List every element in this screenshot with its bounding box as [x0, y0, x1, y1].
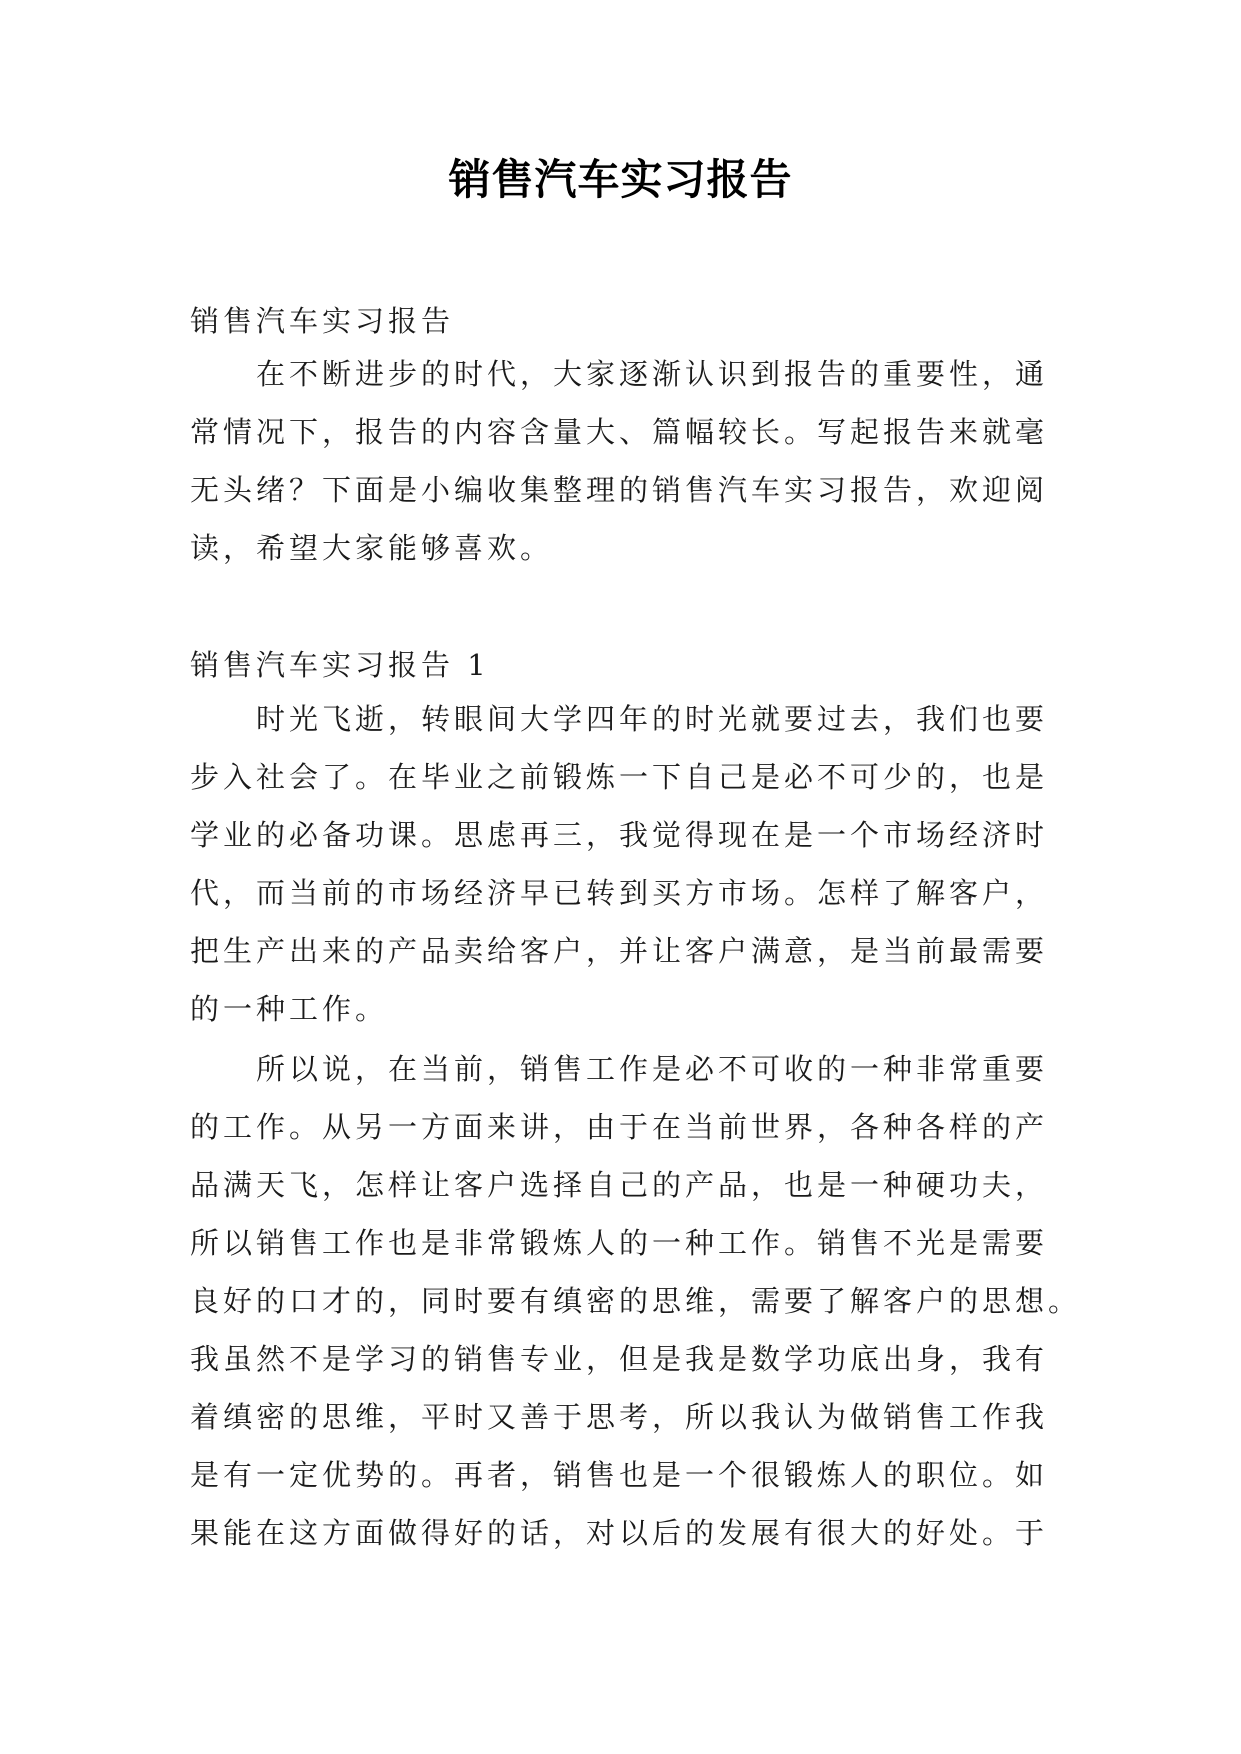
paragraph-line: 步入社会了。在毕业之前锻炼一下自己是必不可少的，也是 — [190, 760, 1049, 794]
paragraph-line: 果能在这方面做得好的话，对以后的发展有很大的好处。于 — [190, 1516, 1049, 1550]
paragraph-line: 所以说，在当前，销售工作是必不可收的一种非常重要 — [256, 1052, 1049, 1086]
paragraph-line: 着缜密的思维，平时又善于思考，所以我认为做销售工作我 — [190, 1400, 1049, 1434]
body-paragraph-1 — [190, 690, 1052, 1038]
paragraph-line: 的一种工作。 — [190, 992, 389, 1026]
section-heading-line: 销售汽车实习报告 1 — [190, 648, 490, 682]
paragraph-line: 把生产出来的产品卖给客户，并让客户满意，是当前最需要 — [190, 934, 1049, 968]
paragraph-line: 所以销售工作也是非常锻炼人的一种工作。销售不光是需要 — [190, 1226, 1049, 1260]
paragraph-line: 的工作。从另一方面来讲，由于在当前世界，各种各样的产 — [190, 1110, 1049, 1144]
paragraph-line: 我虽然不是学习的销售专业，但是我是数学功底出身，我有 — [190, 1342, 1049, 1376]
section-heading — [190, 636, 1052, 694]
intro-paragraph — [190, 345, 1052, 577]
paragraph-line: 读，希望大家能够喜欢。 — [190, 531, 554, 565]
subtitle-line: 销售汽车实习报告 — [190, 304, 455, 338]
body-paragraph-2 — [190, 1040, 1082, 1562]
document-title: 销售汽车实习报告 — [448, 155, 793, 204]
document-subtitle — [190, 292, 1052, 350]
paragraph-line: 时光飞逝，转眼间大学四年的时光就要过去，我们也要 — [256, 702, 1049, 736]
paragraph-line: 常情况下，报告的内容含量大、篇幅较长。写起报告来就毫 — [190, 415, 1049, 449]
paragraph-line: 良好的口才的，同时要有缜密的思维，需要了解客户的思想。 — [190, 1284, 1082, 1318]
paragraph-line: 代，而当前的市场经济早已转到买方市场。怎样了解客户， — [190, 876, 1049, 910]
paragraph-line: 在不断进步的时代，大家逐渐认识到报告的重要性，通 — [256, 357, 1049, 391]
paragraph-line: 是有一定优势的。再者，销售也是一个很锻炼人的职位。如 — [190, 1458, 1049, 1492]
paragraph-line: 品满天飞，怎样让客户选择自己的产品，也是一种硬功夫， — [190, 1168, 1049, 1202]
paragraph-line: 学业的必备功课。思虑再三，我觉得现在是一个市场经济时 — [190, 818, 1049, 852]
paragraph-line: 无头绪？下面是小编收集整理的销售汽车实习报告，欢迎阅 — [190, 473, 1049, 507]
